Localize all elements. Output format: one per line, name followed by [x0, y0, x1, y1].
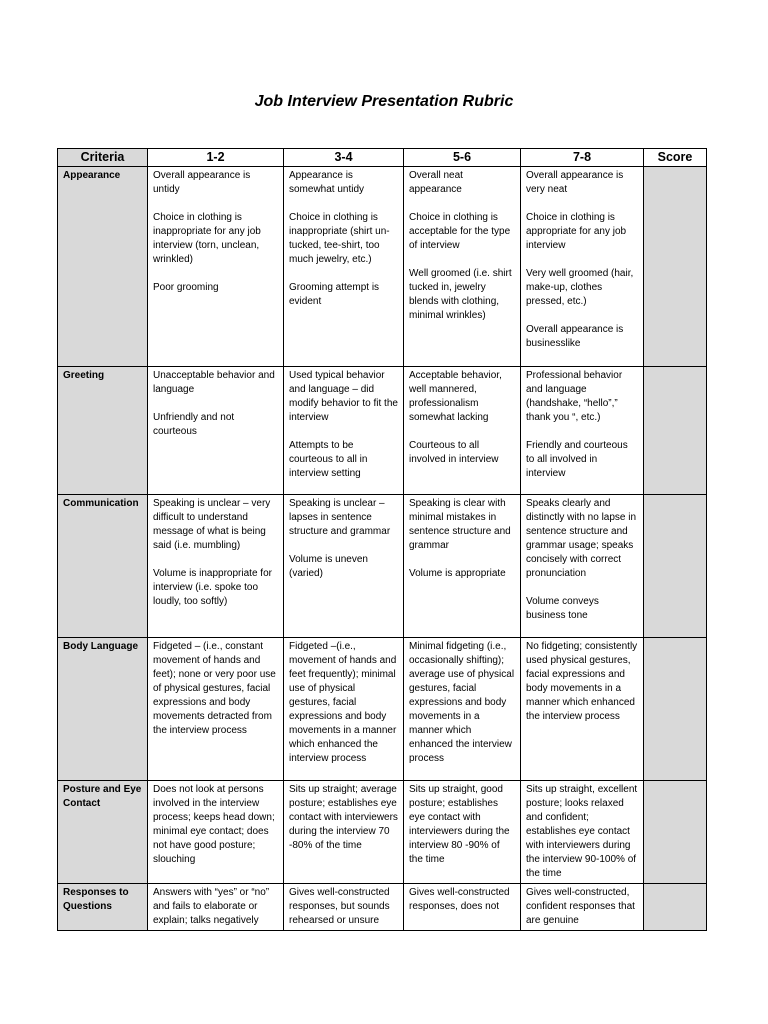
- cell-paragraph: Choice in clothing is appropriate for any job interview: [526, 212, 627, 251]
- cell-paragraph: Grooming attempt is evident: [289, 282, 380, 307]
- criteria-label: Appearance: [58, 167, 148, 367]
- rubric-cell-5-6: [404, 638, 521, 781]
- criteria-row: [58, 781, 707, 884]
- cell-paragraph: Friendly and courteous to all involved in interview: [526, 440, 628, 479]
- cell-paragraph: Choice in clothing is inappropriate for any job interview (torn, unclean, wrinkled): [153, 212, 261, 265]
- score-cell[interactable]: [644, 495, 707, 638]
- rubric-cell-5-6: [404, 367, 521, 495]
- header-score-7-8: 7-8: [521, 149, 644, 167]
- cell-paragraph: Acceptable behavior, well mannered, professionalism somewhat lacking: [409, 370, 502, 423]
- cell-paragraph: Attempts to be courteous to all in interview setting: [289, 440, 368, 479]
- rubric-cell-1-2: [148, 884, 284, 931]
- score-cell[interactable]: [644, 638, 707, 781]
- criteria-row: [58, 638, 707, 781]
- cell-paragraph: Sits up straight; average posture; establishes eye contact with interviewers during the interview 70 -80% of the time: [289, 784, 398, 851]
- rubric-cell-1-2: [148, 638, 284, 781]
- rubric-cell-7-8: [521, 781, 644, 884]
- rubric-cell-7-8: [521, 638, 644, 781]
- score-cell[interactable]: [644, 781, 707, 884]
- cell-paragraph: Poor grooming: [153, 282, 219, 293]
- rubric-table: [57, 148, 707, 931]
- criteria-label: Communication: [58, 495, 148, 638]
- cell-paragraph: Fidgeted – (i.e., constant movement of hands and feet); none or very poor use of physical gestures, facial expressions and body movements detracted from the interview process: [153, 641, 276, 736]
- cell-paragraph: Speaking is clear with minimal mistakes in sentence structure and grammar: [409, 498, 511, 551]
- cell-paragraph: Gives well-constructed, confident responses that are genuine: [526, 887, 635, 926]
- rubric-cell-1-2: [148, 495, 284, 638]
- score-cell[interactable]: [644, 167, 707, 367]
- cell-paragraph: Unfriendly and not courteous: [153, 412, 235, 437]
- cell-paragraph: Overall appearance is businesslike: [526, 324, 624, 349]
- rubric-cell-7-8: [521, 884, 644, 931]
- cell-paragraph: Sits up straight, good posture; establishes eye contact with interviewers during the interview 80 -90% of the time: [409, 784, 510, 865]
- header-row: [58, 149, 707, 167]
- rubric-cell-7-8: [521, 367, 644, 495]
- cell-paragraph: Very well groomed (hair, make-up, clothes pressed, etc.): [526, 268, 634, 307]
- cell-paragraph: Answers with “yes” or “no” and fails to elaborate or explain; talks negatively: [153, 887, 270, 926]
- rubric-cell-5-6: [404, 495, 521, 638]
- header-score-1-2: 1-2: [148, 149, 284, 167]
- criteria-label: Responses to Questions: [58, 884, 148, 931]
- criteria-row: [58, 367, 707, 495]
- cell-paragraph: Gives well-constructed responses, does not: [409, 887, 510, 912]
- cell-paragraph: Well groomed (i.e. shirt tucked in, jewelry blends with clothing, minimal wrinkles): [409, 268, 512, 321]
- cell-paragraph: Courteous to all involved in interview: [409, 440, 499, 465]
- cell-paragraph: Speaking is unclear – lapses in sentence structure and grammar: [289, 498, 391, 537]
- header-criteria: Criteria: [58, 149, 148, 167]
- header-score: Score: [644, 149, 707, 167]
- rubric-cell-3-4: [284, 495, 404, 638]
- cell-paragraph: No fidgeting; consistently used physical gestures, facial expressions and body movements in a manner which enhanced the interview process: [526, 641, 638, 722]
- rubric-cell-3-4: [284, 884, 404, 931]
- cell-paragraph: Overall neat appearance: [409, 170, 463, 195]
- cell-paragraph: Volume is inappropriate for interview (i.e. spoke too loudly, too softly): [153, 568, 272, 607]
- header-score-5-6: 5-6: [404, 149, 521, 167]
- rubric-cell-5-6: [404, 884, 521, 931]
- rubric-cell-7-8: [521, 167, 644, 367]
- cell-paragraph: Volume conveys business tone: [526, 596, 599, 621]
- criteria-label: Body Language: [58, 638, 148, 781]
- rubric-cell-3-4: [284, 781, 404, 884]
- cell-paragraph: Appearance is somewhat untidy: [289, 170, 365, 195]
- cell-paragraph: Overall appearance is very neat: [526, 170, 624, 195]
- rubric-cell-5-6: [404, 781, 521, 884]
- criteria-label: Posture and Eye Contact: [58, 781, 148, 884]
- cell-paragraph: Does not look at persons involved in the interview process; keeps head down; minimal eye contact; does not have good posture; slouching: [153, 784, 275, 865]
- rubric-cell-1-2: [148, 167, 284, 367]
- rubric-cell-7-8: [521, 495, 644, 638]
- rubric-cell-3-4: [284, 367, 404, 495]
- cell-paragraph: Overall appearance is untidy: [153, 170, 251, 195]
- cell-paragraph: Sits up straight, excellent posture; looks relaxed and confident; establishes eye contact with interviewers during the interview 90-100% of the time: [526, 784, 638, 879]
- cell-paragraph: Speaking is unclear – very difficult to understand message of what is being said (i.e. mumbling): [153, 498, 271, 551]
- rubric-cell-1-2: [148, 367, 284, 495]
- cell-paragraph: Professional behavior and language (handshake, “hello”,” thank you “, etc.): [526, 370, 623, 423]
- criteria-label: Greeting: [58, 367, 148, 495]
- criteria-row: [58, 495, 707, 638]
- cell-paragraph: Gives well-constructed responses, but sounds rehearsed or unsure: [289, 887, 390, 926]
- cell-paragraph: Volume is uneven (varied): [289, 554, 368, 579]
- cell-paragraph: Volume is appropriate: [409, 568, 506, 579]
- score-cell[interactable]: [644, 367, 707, 495]
- cell-paragraph: Unacceptable behavior and language: [153, 370, 275, 395]
- cell-paragraph: Minimal fidgeting (i.e., occasionally shifting); average use of physical gestures, facial expressions and body movements in a manner which enhanced the interview process: [409, 641, 515, 764]
- cell-paragraph: Speaks clearly and distinctly with no lapse in sentence structure and grammar usage; speaks concisely with correct pronunciation: [526, 498, 637, 579]
- rubric-cell-5-6: [404, 167, 521, 367]
- cell-paragraph: Choice in clothing is acceptable for the type of interview: [409, 212, 511, 251]
- cell-paragraph: Used typical behavior and language – did modify behavior to fit the interview: [289, 370, 398, 423]
- rubric-cell-1-2: [148, 781, 284, 884]
- rubric-cell-3-4: [284, 638, 404, 781]
- rubric-cell-3-4: [284, 167, 404, 367]
- criteria-row: [58, 167, 707, 367]
- score-cell[interactable]: [644, 884, 707, 931]
- cell-paragraph: Choice in clothing is inappropriate (shirt un-tucked, tee-shirt, too much jewelry, etc.): [289, 212, 390, 265]
- cell-paragraph: Fidgeted –(i.e., movement of hands and feet frequently); minimal use of physical gestures, facial expressions and body movements in a manner which enhanced the interview process: [289, 641, 397, 764]
- rubric-title: Job Interview Presentation Rubric: [254, 93, 514, 110]
- criteria-row: [58, 884, 707, 931]
- header-score-3-4: 3-4: [284, 149, 404, 167]
